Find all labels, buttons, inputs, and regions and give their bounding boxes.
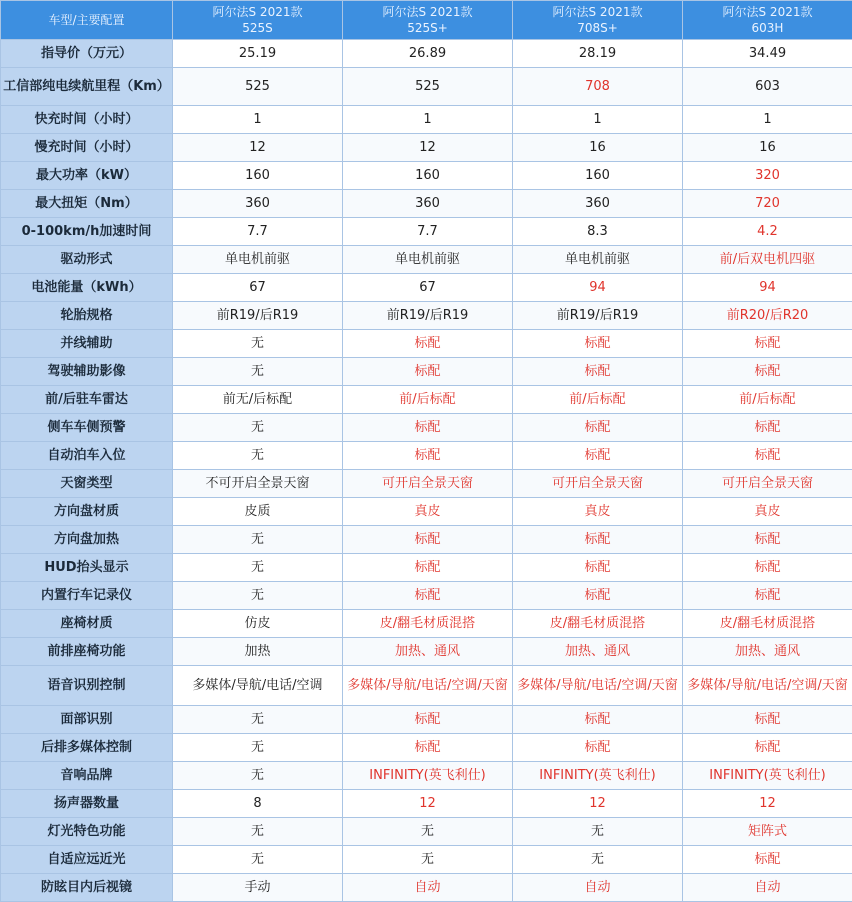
spec-value: 320: [683, 162, 852, 190]
header-row: [1, 1, 852, 40]
spec-value: INFINITY(英飞利仕): [683, 762, 852, 790]
spec-value: 67: [173, 274, 343, 302]
spec-value: 标配: [343, 706, 513, 734]
spec-value: 标配: [513, 330, 683, 358]
spec-value: 标配: [683, 414, 852, 442]
spec-value: 单电机前驱: [343, 246, 513, 274]
row-label: 工信部纯电续航里程（Km）: [1, 68, 173, 106]
spec-value: 标配: [343, 554, 513, 582]
spec-value: 720: [683, 190, 852, 218]
spec-value: 标配: [513, 442, 683, 470]
spec-value: 标配: [513, 734, 683, 762]
spec-value: 16: [683, 134, 852, 162]
row-label: 侧车车侧预警: [1, 414, 173, 442]
spec-value: 前R19/后R19: [343, 302, 513, 330]
spec-value: 12: [683, 790, 852, 818]
row-label: 方向盘加热: [1, 526, 173, 554]
spec-value: 可开启全景天窗: [513, 470, 683, 498]
spec-value: 标配: [683, 358, 852, 386]
spec-value: 标配: [513, 582, 683, 610]
spec-value: 1: [683, 106, 852, 134]
spec-value: 无: [173, 818, 343, 846]
model-name: 阿尔法S 2021款: [723, 5, 813, 19]
model-header: [343, 1, 513, 40]
spec-value: 无: [173, 414, 343, 442]
row-label: 后排多媒体控制: [1, 734, 173, 762]
spec-value: 26.89: [343, 40, 513, 68]
spec-value: 1: [513, 106, 683, 134]
spec-value: 12: [343, 790, 513, 818]
spec-value: 94: [513, 274, 683, 302]
table-row: [1, 638, 852, 666]
spec-value: 标配: [513, 414, 683, 442]
spec-value: 前/后双电机四驱: [683, 246, 852, 274]
spec-value: 皮质: [173, 498, 343, 526]
spec-value: 12: [343, 134, 513, 162]
table-row: [1, 274, 852, 302]
spec-value: 34.49: [683, 40, 852, 68]
spec-value: 160: [343, 162, 513, 190]
model-trim: 603H: [752, 21, 784, 35]
spec-value: 前无/后标配: [173, 386, 343, 414]
spec-value: 标配: [343, 442, 513, 470]
spec-value: 无: [513, 818, 683, 846]
model-trim: 525S: [242, 21, 273, 35]
spec-value: 标配: [683, 330, 852, 358]
spec-value: 标配: [513, 526, 683, 554]
spec-value: INFINITY(英飞利仕): [343, 762, 513, 790]
row-label: 并线辅助: [1, 330, 173, 358]
spec-value: 4.2: [683, 218, 852, 246]
spec-value: 真皮: [343, 498, 513, 526]
row-label: 天窗类型: [1, 470, 173, 498]
row-label: 最大扭矩（Nm）: [1, 190, 173, 218]
spec-value: 525: [173, 68, 343, 106]
spec-value: 无: [173, 582, 343, 610]
model-name: 阿尔法S 2021款: [213, 5, 303, 19]
spec-value: 标配: [683, 554, 852, 582]
spec-value: 加热、通风: [343, 638, 513, 666]
row-label: 快充时间（小时）: [1, 106, 173, 134]
model-name: 阿尔法S 2021款: [383, 5, 473, 19]
spec-value: 无: [343, 818, 513, 846]
table-row: [1, 554, 852, 582]
spec-value: 160: [173, 162, 343, 190]
table-row: [1, 218, 852, 246]
spec-value: 1: [173, 106, 343, 134]
spec-value: 94: [683, 274, 852, 302]
spec-value: 25.19: [173, 40, 343, 68]
spec-value: 前/后标配: [513, 386, 683, 414]
table-row: [1, 40, 852, 68]
spec-value: 8: [173, 790, 343, 818]
spec-value: 加热、通风: [513, 638, 683, 666]
spec-value: 前R19/后R19: [513, 302, 683, 330]
row-label: 前排座椅功能: [1, 638, 173, 666]
row-label: 慢充时间（小时）: [1, 134, 173, 162]
spec-value: 无: [173, 330, 343, 358]
spec-value: 标配: [343, 734, 513, 762]
spec-value: 无: [343, 846, 513, 874]
model-trim: 525S+: [407, 21, 448, 35]
spec-value: 无: [173, 734, 343, 762]
spec-value: 525: [343, 68, 513, 106]
table-row: [1, 190, 852, 218]
model-header: [173, 1, 343, 40]
row-label: 音响品牌: [1, 762, 173, 790]
table-row: [1, 706, 852, 734]
row-label: 面部识别: [1, 706, 173, 734]
table-row: [1, 790, 852, 818]
spec-value: 无: [173, 706, 343, 734]
table-row: [1, 734, 852, 762]
spec-value: 12: [513, 790, 683, 818]
table-row: [1, 162, 852, 190]
spec-value: 无: [173, 554, 343, 582]
spec-value: 7.7: [343, 218, 513, 246]
row-label: 语音识别控制: [1, 666, 173, 706]
row-label: 电池能量（kWh）: [1, 274, 173, 302]
table-row: [1, 302, 852, 330]
spec-value: 12: [173, 134, 343, 162]
table-row: [1, 246, 852, 274]
spec-value: 不可开启全景天窗: [173, 470, 343, 498]
spec-value: 标配: [513, 358, 683, 386]
spec-value: 28.19: [513, 40, 683, 68]
row-label: 内置行车记录仪: [1, 582, 173, 610]
spec-value: 前/后标配: [683, 386, 852, 414]
model-header: [513, 1, 683, 40]
spec-value: 360: [513, 190, 683, 218]
table-row: [1, 846, 852, 874]
table-row: [1, 470, 852, 498]
table-row: [1, 666, 852, 706]
spec-value: 前R19/后R19: [173, 302, 343, 330]
spec-value: 708: [513, 68, 683, 106]
table-row: [1, 526, 852, 554]
spec-value: 标配: [343, 526, 513, 554]
table-row: [1, 68, 852, 106]
spec-value: 标配: [513, 554, 683, 582]
spec-value: 无: [513, 846, 683, 874]
spec-value: 自动: [343, 874, 513, 902]
table-row: [1, 610, 852, 638]
model-name: 阿尔法S 2021款: [553, 5, 643, 19]
spec-body: [1, 40, 852, 902]
spec-value: 矩阵式: [683, 818, 852, 846]
spec-value: 标配: [513, 706, 683, 734]
spec-value: 仿皮: [173, 610, 343, 638]
table-row: [1, 330, 852, 358]
spec-value: 自动: [513, 874, 683, 902]
table-row: [1, 414, 852, 442]
row-label: 防眩目内后视镜: [1, 874, 173, 902]
spec-value: 标配: [683, 582, 852, 610]
spec-value: 皮/翻毛材质混搭: [683, 610, 852, 638]
row-label: 轮胎规格: [1, 302, 173, 330]
table-row: [1, 762, 852, 790]
spec-value: 多媒体/导航/电话/空调/天窗: [513, 666, 683, 706]
spec-value: 标配: [683, 526, 852, 554]
spec-value: 自动: [683, 874, 852, 902]
table-row: [1, 818, 852, 846]
spec-value: 标配: [683, 442, 852, 470]
spec-value: 无: [173, 358, 343, 386]
row-label: 驱动形式: [1, 246, 173, 274]
table-row: [1, 582, 852, 610]
table-row: [1, 106, 852, 134]
spec-value: 标配: [343, 330, 513, 358]
spec-value: 可开启全景天窗: [683, 470, 852, 498]
table-row: [1, 442, 852, 470]
spec-value: 加热: [173, 638, 343, 666]
spec-value: 无: [173, 846, 343, 874]
row-label: HUD抬头显示: [1, 554, 173, 582]
row-label: 指导价（万元）: [1, 40, 173, 68]
spec-value: 标配: [343, 582, 513, 610]
spec-value: 单电机前驱: [513, 246, 683, 274]
spec-value: 真皮: [513, 498, 683, 526]
spec-value: 多媒体/导航/电话/空调/天窗: [683, 666, 852, 706]
spec-value: 多媒体/导航/电话/空调/天窗: [343, 666, 513, 706]
table-row: [1, 358, 852, 386]
spec-value: 手动: [173, 874, 343, 902]
spec-value: 真皮: [683, 498, 852, 526]
spec-value: 360: [173, 190, 343, 218]
spec-value: 加热、通风: [683, 638, 852, 666]
spec-value: 多媒体/导航/电话/空调: [173, 666, 343, 706]
spec-value: 无: [173, 442, 343, 470]
row-label: 前/后驻车雷达: [1, 386, 173, 414]
row-label: 灯光特色功能: [1, 818, 173, 846]
spec-value: 标配: [683, 706, 852, 734]
row-label: 驾驶辅助影像: [1, 358, 173, 386]
spec-value: 16: [513, 134, 683, 162]
spec-value: 皮/翻毛材质混搭: [343, 610, 513, 638]
spec-value: 360: [343, 190, 513, 218]
row-label: 方向盘材质: [1, 498, 173, 526]
row-label: 最大功率（kW）: [1, 162, 173, 190]
table-row: [1, 386, 852, 414]
spec-value: 1: [343, 106, 513, 134]
spec-value: INFINITY(英飞利仕): [513, 762, 683, 790]
row-label: 自适应远近光: [1, 846, 173, 874]
row-label: 扬声器数量: [1, 790, 173, 818]
spec-value: 标配: [683, 734, 852, 762]
spec-value: 可开启全景天窗: [343, 470, 513, 498]
spec-value: 7.7: [173, 218, 343, 246]
spec-value: 前R20/后R20: [683, 302, 852, 330]
row-label: 0-100km/h加速时间: [1, 218, 173, 246]
spec-value: 603: [683, 68, 852, 106]
spec-value: 标配: [343, 414, 513, 442]
spec-value: 皮/翻毛材质混搭: [513, 610, 683, 638]
spec-value: 无: [173, 762, 343, 790]
spec-value: 标配: [683, 846, 852, 874]
spec-value: 前/后标配: [343, 386, 513, 414]
row-label: 自动泊车入位: [1, 442, 173, 470]
table-row: [1, 498, 852, 526]
row-label: 座椅材质: [1, 610, 173, 638]
spec-value: 单电机前驱: [173, 246, 343, 274]
corner-header: 车型/主要配置: [1, 1, 173, 40]
spec-value: 无: [173, 526, 343, 554]
table-row: [1, 874, 852, 902]
spec-value: 160: [513, 162, 683, 190]
spec-value: 8.3: [513, 218, 683, 246]
table-row: [1, 134, 852, 162]
model-header: [683, 1, 852, 40]
spec-value: 67: [343, 274, 513, 302]
spec-value: 标配: [343, 358, 513, 386]
model-trim: 708S+: [577, 21, 618, 35]
